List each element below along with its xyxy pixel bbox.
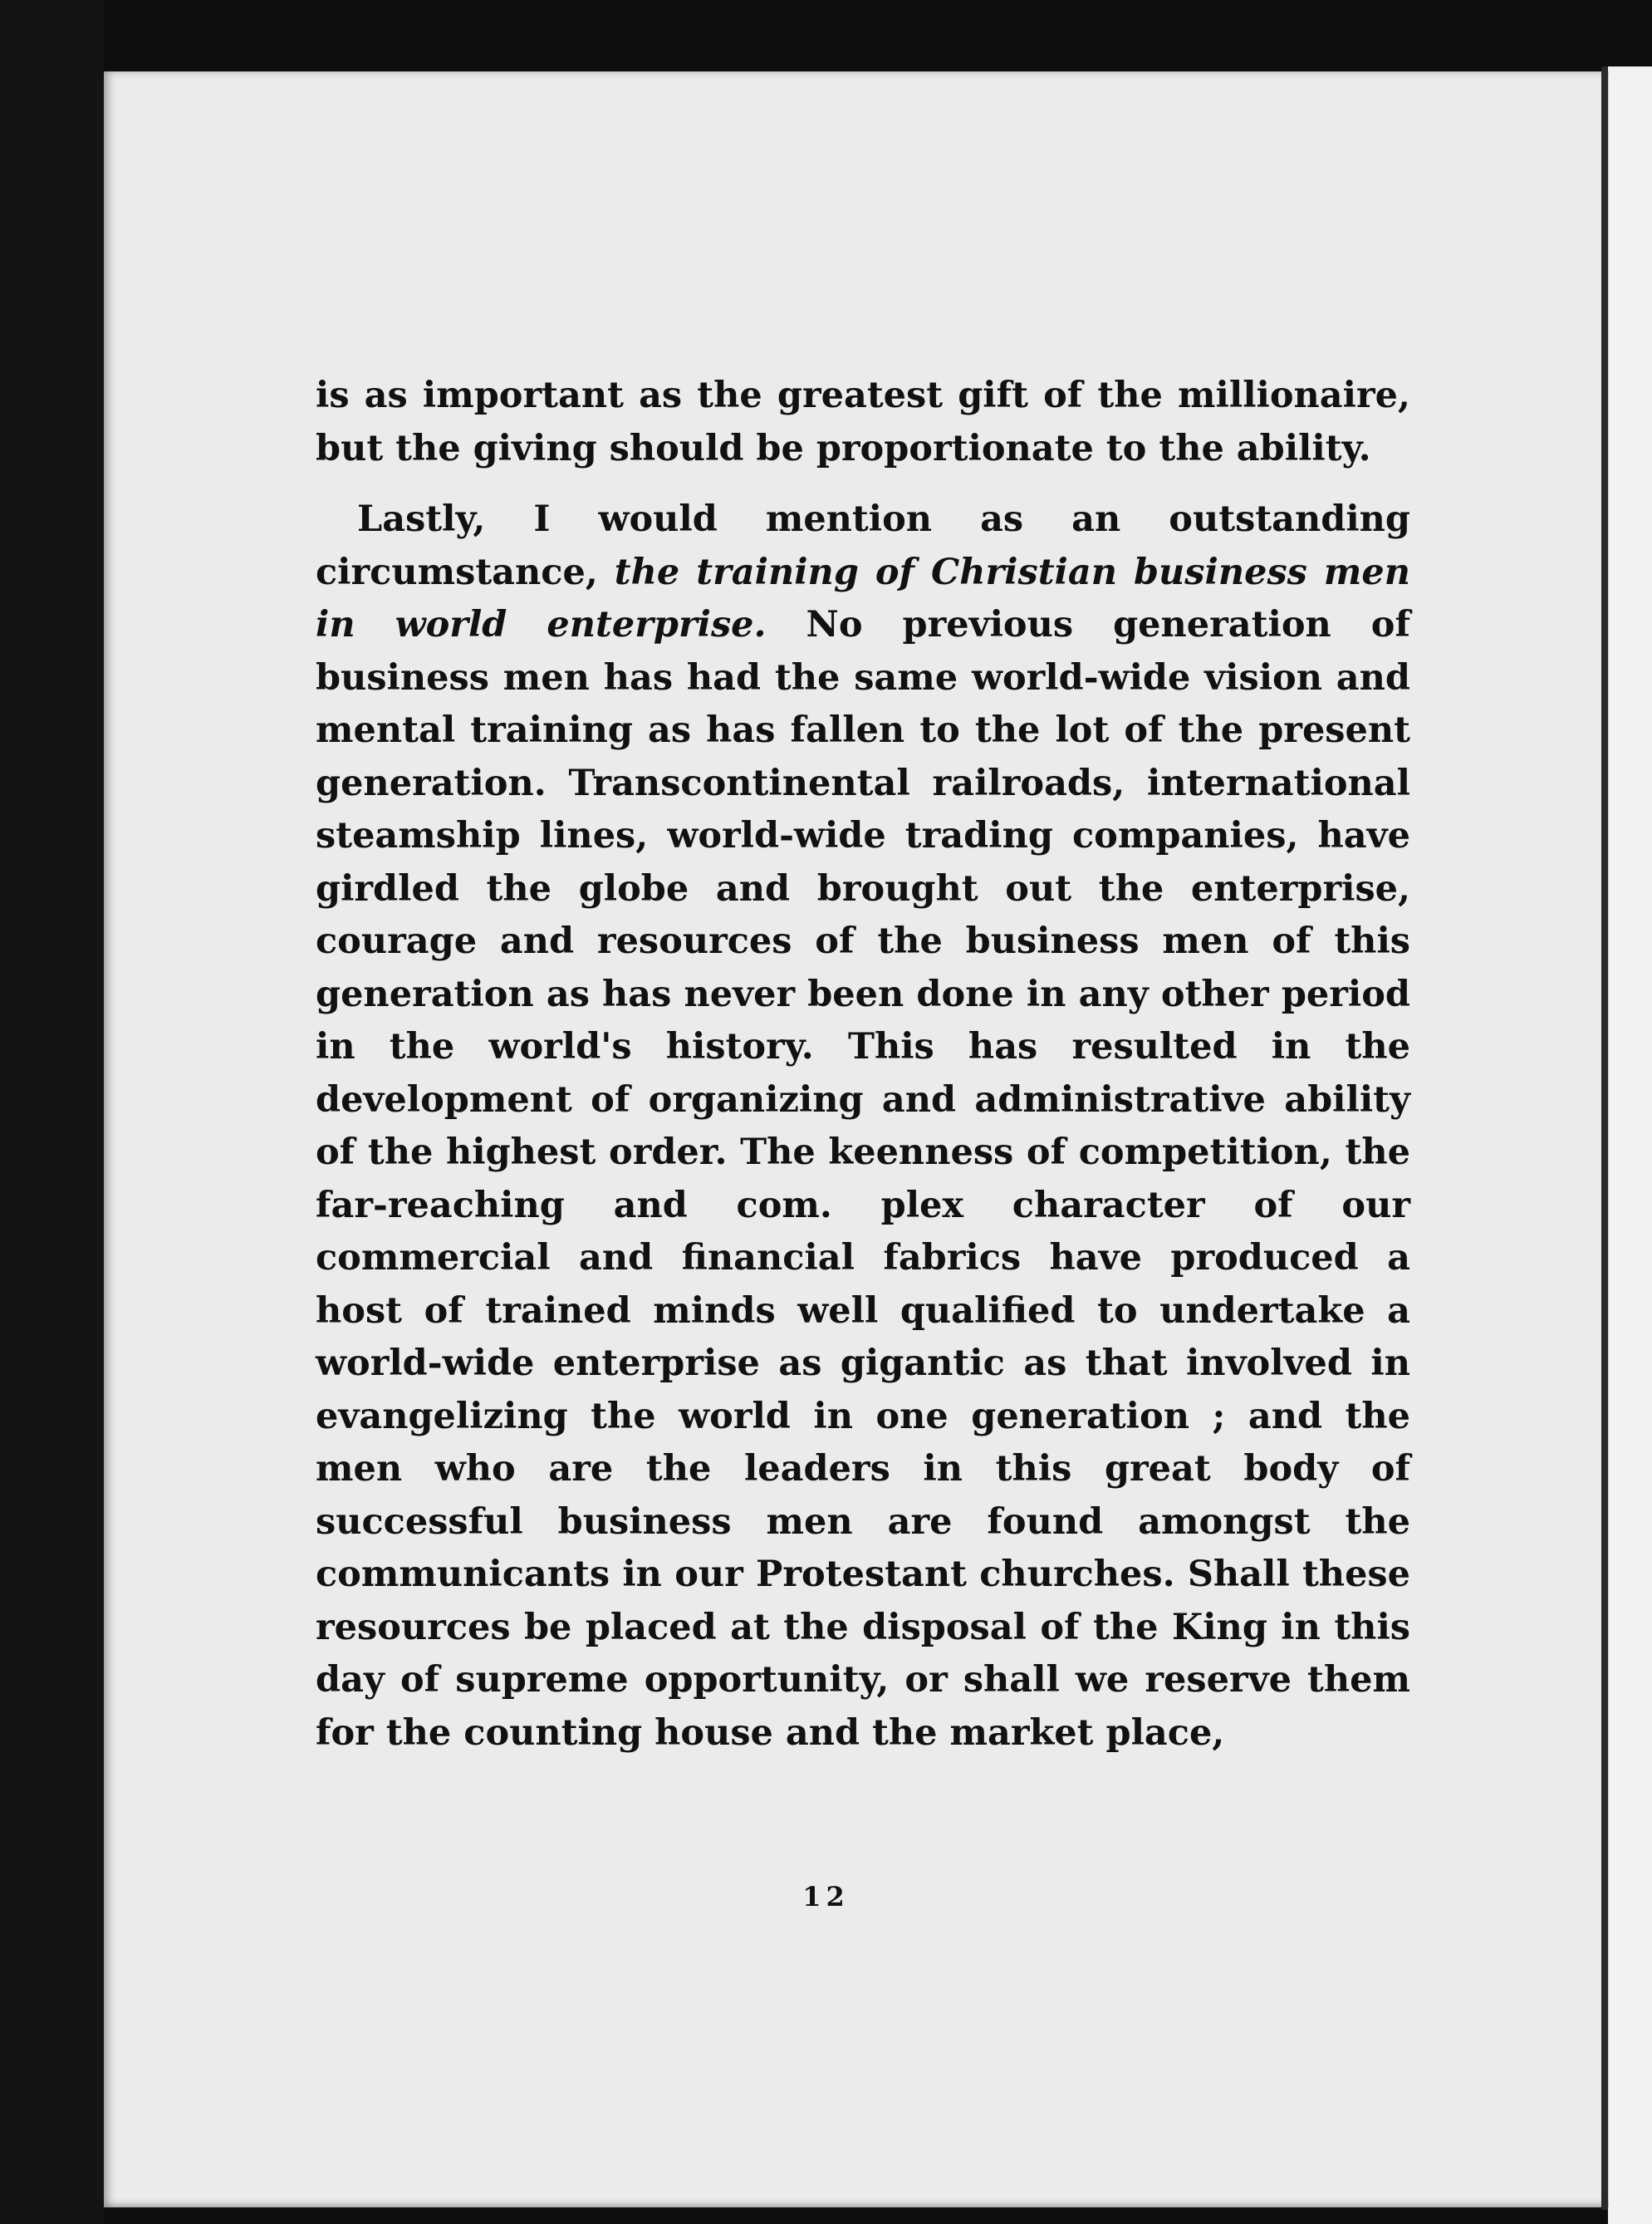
page-number: 12: [802, 1881, 850, 1912]
emphasized-phrase: the training of Christian business men in world enterprise.: [316, 551, 1410, 646]
paragraph-lead-text: Lastly, I would mention as an outstanding circumstance,: [316, 498, 1410, 593]
paragraph-body-text: No previous generation of business men has had the same world-wide vision and mental training as has fallen to the lot of the present generation. Transcontinental railroads, international steamship lines, world-wide trading companies, have girdled the globe and brought out the enterprise, courage and resources of the business men of this generation as has never been done in any other period in the world's history. This has resulted in the development of organizing and administrative ability of the highest order. The keenness of competition, the far-reaching and com. plex character of our commercial and financial fabrics have produced a host of trained minds well qualified to undertake a world-wide enterprise as gigantic as that involved in evangelizing the world in one generation ; and the men who are the leaders in this great body of successful business men are found amongst the communicants in our Protestant churches. Shall these resources be placed at the disposal of the King in this day of supreme opportunity, or shall we reserve them for the counting house and the market place,: [316, 604, 1410, 1754]
page-text: [316, 370, 1410, 1760]
paragraph-lastly: [316, 493, 1410, 1760]
paragraph-continuation: is as important as the greatest gift of the millionaire, but the giving should be proportionate to the ability.: [316, 375, 1410, 469]
